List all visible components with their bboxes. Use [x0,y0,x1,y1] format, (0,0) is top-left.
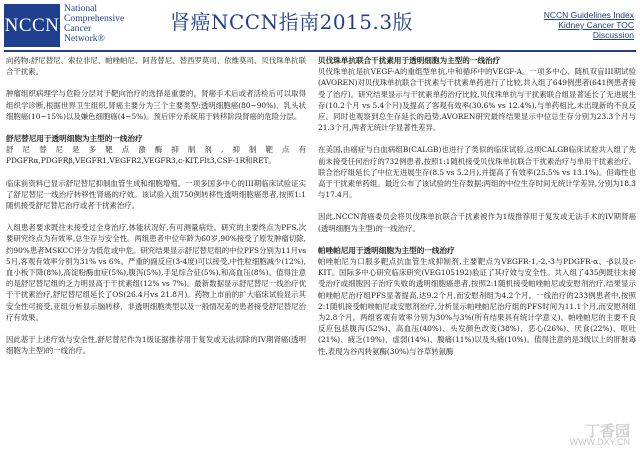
logo-line-4: Network® [64,33,105,44]
watermark-brand: 丁香园 [584,423,630,440]
section-heading-sunitinib: 舒尼替尼用于透明细胞为主型的一线治疗 [6,134,143,144]
left-paragraph-3: 舒尼替尼是多靶点激酶抑制剂,抑制靶点有PDGFRα,PDGFRβ,VEGFR1,VEGFR2,VEGFR3,c-KIT,Flt3,CSF-1R和RET。 [6,145,306,166]
logo-abbr: NCCN [4,4,60,47]
right-paragraph-1: 贝伐珠单抗是抗VEGF-A的重组型单抗,中和循环中的VEGF-A。一项多中心、随机双盲III期试验(AVOREN)对贝伐珠单抗联合干扰素与干扰素单药进行了比较,共入组了649例患者(641例患者接受了治疗)。研究结果显示与干扰素单药治疗比较,贝伐珠单抗与干扰素联合组显著延长了无进展生存(10.2个月 vs 5.4个月)及提高了客观有效率(30.6% vs 12.4%),与单药相比,未出现新的不良反应。同时也观察到总生存延长的趋势,AVOREN研究最终结果显示中位总生存分别为23.3个月与21.3个月,两者无统计学显著性差异。 [318,67,636,133]
guideline-nav-links [544,10,634,40]
left-paragraph-4: 临床前资料已显示舒尼替尼抑制血管生成和细胞增殖。一项多国多中心的III期临床试验证实了舒尼替尼一线治疗转移性肾癌的疗效。该试验入组750例转移性透明细胞癌患者,按照1:1随机接受舒尼替尼治疗或者干扰素治疗。 [6,178,306,211]
dxy-watermark [569,423,630,447]
right-paragraph-4: 帕唑帕尼为口服多靶点抗血管生成抑制剂,主要靶点为VEGFR-1,-2,-3与PDGFR-α、-β以及c-KIT。国际多中心研究临床研究(VEG105192)验证了其疗效与安全性。共入组了435例既往未接受治疗或细胞因子治疗失败的透明细胞癌患者,按照2:1随机接受帕唑帕尼或安慰剂治疗,结果显示帕唑帕尼治疗组PFS显著提高,达9.2个月,而安慰剂组为4.2个月。一线治疗的233例患者中,按照2:1随机接受帕唑帕尼或安慰剂治疗,分析显示帕唑帕尼治疗组的PFS时间为11.1个月,而安慰剂组为2.8个月。两组客观有效率分别为30%与3%(所有结果具有统计学意义)。帕唑帕尼的主要不良反应包括腹泻(52%)、高血压(40%)、头发颜色改变(38%)、恶心(26%)、厌食(22%)、呕吐(21%)、疲乏(19%)、虚弱(14%)、腹痛(11%)以及头痛(10%)。值得注意的是3级以上的肝脏毒性,表现为谷丙转氨酶(30%)与谷草转氨酶 [318,257,636,356]
left-paragraph-6: 因此基于上述疗效与安全性,舒尼替尼作为1级证据推荐用于复发或无法切除的IV期肾癌(透明细胞为主型)的一线治疗。 [6,335,306,356]
left-column [6,55,306,367]
right-paragraph-3: 因此,NCCN肾癌委员会将贝伐珠单抗联合干扰素被作为1级推荐用于复发或无法手术的IV期肾癌(透明细胞为主型)的一线治疗。 [318,212,636,233]
left-paragraph-5: 入组患者要求既往未接受过全身治疗,体能状况好,有可测量病灶。研究的主要终点为PFS,次要研究终点为有效率,总生存与安全性。两组患者中位年龄为60岁,90%接受了原发肿瘤切除,约90%患者MSKCC评分为低危或中危。研究结果显示舒尼替尼组的中位PFS分别为11月vs 5月,客观有效率分别为31% vs 6%。严重的副反应(3-4度)可以接受,中性粒细胞减少(12%),血小板下降(8%),高淀粉酶血症(5%),腹泻(5%),手足综合征(5%),和高血压(8%)。值得注意的是舒尼替尼组的乏力明显高于干扰素组(12% vs 7%)。最新数据显示舒尼替尼一线治疗优于干扰素治疗,舒尼替尼组延长了OS(26.4月vs 21.8月)。药物上市前的扩大临床试验显示其安全性可接受,亚组分析显示脑转移、非透明细胞类型以及一般情况差的患者接受舒尼替尼治疗有效果。 [6,223,306,322]
section-heading-pazopanib: 帕唑帕尼用于透明细胞为主型的一线治疗 [318,245,455,255]
logo-line-3: Cancer [64,23,92,34]
nccn-logo [4,4,129,47]
link-kidney-cancer-toc[interactable]: Kidney Cancer TOC [558,20,634,30]
header-divider [4,50,636,52]
logo-text [64,4,124,47]
watermark-url: WWW.DXY.CN [569,437,630,447]
link-guidelines-index[interactable]: NCCN Guidelines Index [543,10,634,20]
logo-line-2: Comprehensive [64,13,125,24]
section-heading-bevacizumab: 贝伐珠单抗联合干扰素用于透明细胞为主型的一线治疗 [318,56,501,65]
logo-line-1: National [64,3,98,14]
left-paragraph-1: 向药物:舒尼替尼、索拉非尼、帕唑帕尼、阿昔替尼、替西罗莫司、依维莫司、贝伐珠单抗联合干扰素。 [6,56,306,77]
link-discussion[interactable]: Discussion [592,30,634,40]
page-title: 肾癌NCCN指南2015.3版 [170,10,414,34]
right-paragraph-2: 在美国,由癌症与白血病组B(CALGB)也进行了类似的临床试验,这项CALGB临床试验共入组了先前未接受任何治疗的732例患者,按照1:1随机接受贝伐珠单抗联合干扰素治疗与单用干扰素治疗。联合治疗组延长了中位无进展生存(8.5 vs 5.2月),并提高了有效率(25.5% vs 13.1%)。但毒性也高于干扰素单药组。最近公布了该试验的生存数据:两组的中位生存时间无统计学差异,分别为18.3与17.4月。 [318,145,636,200]
right-column [318,55,636,368]
left-paragraph-2: 肿瘤组织病理学与危险分层对于靶向治疗的选择是重要的。肾癌手术后或者活检后可以取得组织学诊断,根据世界卫生组织,肾癌主要分为三个主要类型:透明细胞癌(80~90%)、乳头状细胞癌(10~15%)以及嫌色细胞癌(4~5%)。预后评分系统用于转移阶段肾癌的危险分层。 [6,89,306,121]
